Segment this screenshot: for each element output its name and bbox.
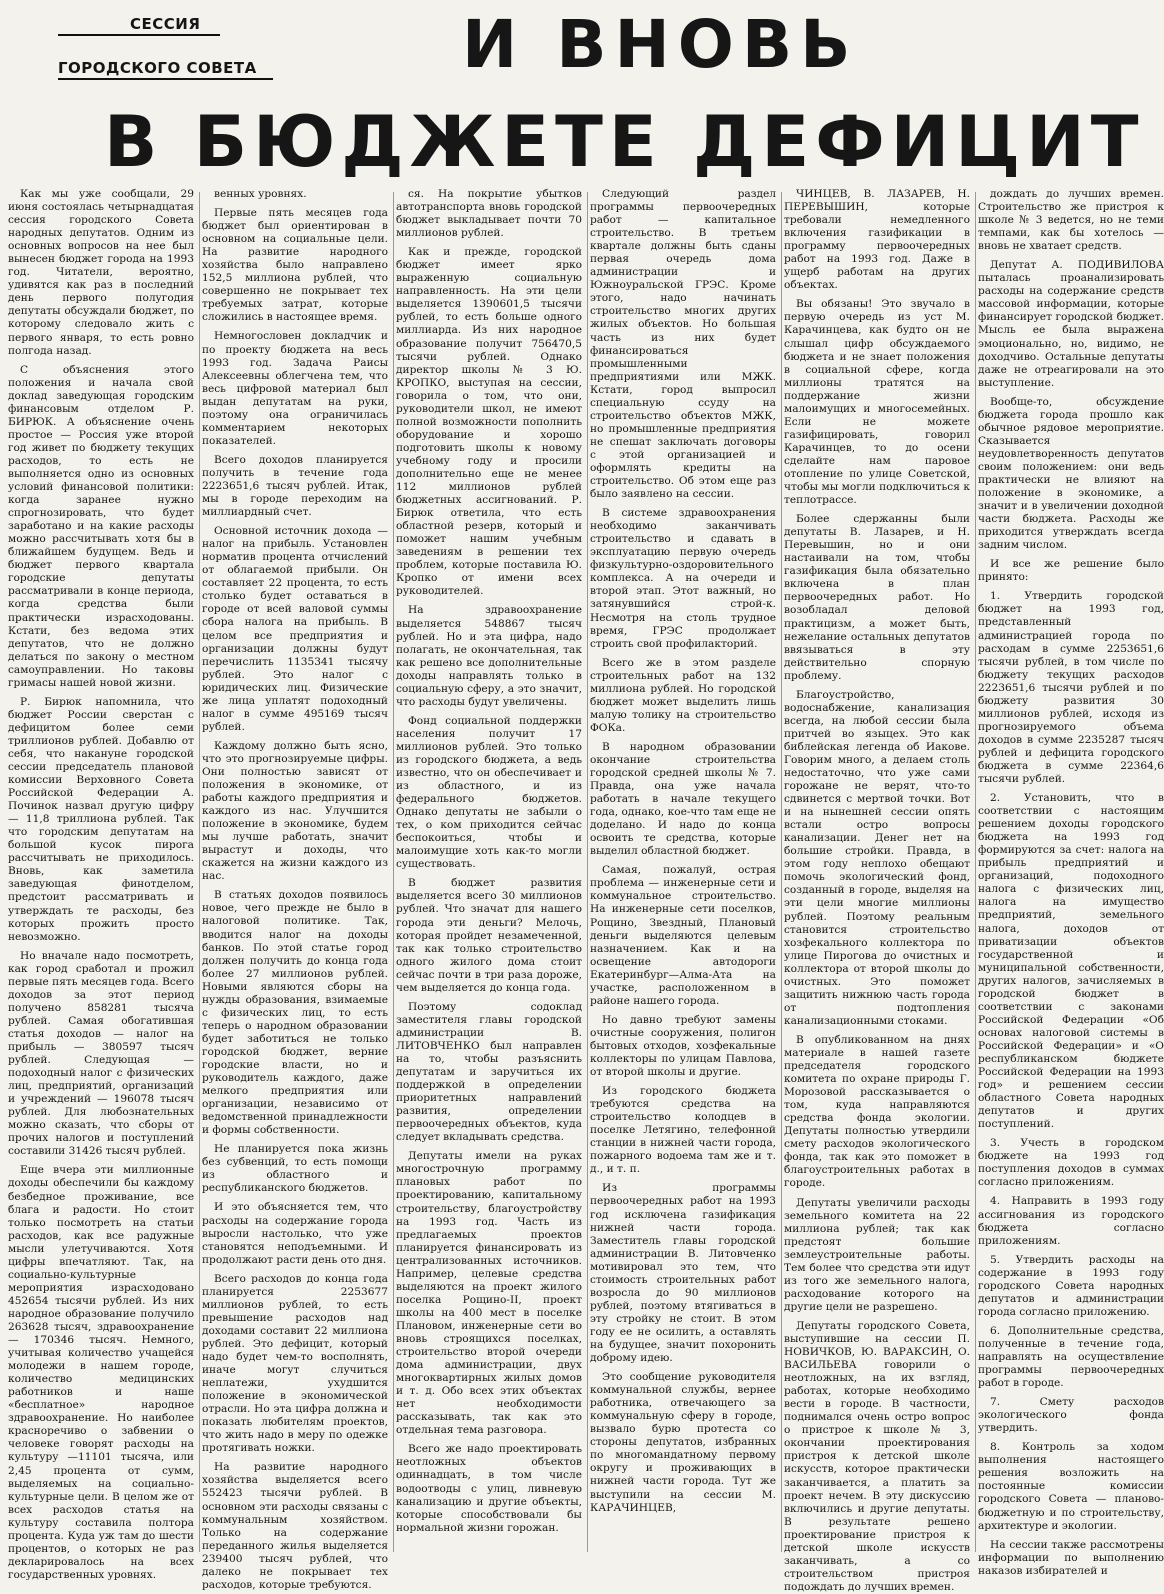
column-divider [199,192,200,1552]
column-divider [975,192,976,1552]
article-paragraph: Депутат А. ПОДИВИЛОВА пыталась проанализировать расходы на содержание средств массовой информации, которые финансирует городской бюджет. Мысль ее была выражена эмоционально, но, видимо, не доходчиво. Остальные депутаты даже не отреагировали на это выступление. [978,259,1164,389]
article-paragraph: Как мы уже сообщали, 29 июня состоялась четырнадцатая сессия городского Совета народных депутатов. Одним из основных вопросов на нее был вынесен бюджет города на 1993 год. Читатели, вероятно, удивятся как раз в последний день первого полугодия депутаты обсуждали бюджет, по которому следовало жить с первого января, то есть ровно полгода назад. [8,188,194,357]
article-paragraph: Первые пять месяцев года бюджет был ориентирован в основном на социальные цели. На развитие народного хозяйства было направлено 152,5 миллиона рублей, что совершенно не покрывает тех требуемых затрат, которые сложились в настоящее время. [202,207,388,324]
article-paragraph: дождать до лучших времен. Строительство же пристроя к школе № 3 ведется, но не теми темпами, как бы хотелось — вновь не хватает средств. [978,188,1164,253]
article-column-1 [8,188,194,1581]
article-paragraph: Всего же надо проектировать неотложных объектов одиннадцать, в том числе водоотводы с улиц, ливневую канализацию и другие объекты, которые способствовали бы нормальной жизни горожан. [396,1443,582,1534]
article-paragraph: В бюджет развития выделяется всего 30 миллионов рублей. Что значат для нашего города эти деньги? Мелочь, которая пройдет незамеченной, так как только строительство одного жилого дома стоит сейчас почти в три раза дороже, чем выделяется до конца года. [396,877,582,994]
article-paragraph: Депутаты городского Совета, выступившие на сессии П. НОВИЧКОВ, Ю. ВАРАКСИН, О. ВАСИЛЬЕВА говорили о неотложных, на их взгляд, работах, которые необходимо вести в городе. В частности, поднимался очень остро вопрос о пристрое к школе № 3, окончании проектирования пристроя к детской школе искусств, которое практически заканчивается, а платить за проект нечем. В эту дискуссию включились и другие депутаты. В результате решено проектирование пристроя к детской школе искусств заканчивать, а со строительством пристроя подождать до лучших времен. [784,1319,970,1593]
article-paragraph: 6. Дополнительные средства, полученные в течение года, направлять на осуществление программы первоочередных работ в городе. [978,1324,1164,1390]
article-paragraph: Еще вчера эти миллионные доходы обеспечили бы каждому безбедное проживание, все блага и радости. Но стоит только посмотреть на статьи расходов, как все радужные мысли улетучиваются. Хотя цифры впечатляют. Так, на социально-культурные мероприятия израсходовано 452654 тысячи рублей. Из них народное образование получило 263628 тысяч, здравоохранение — 170346 тысяч. Немного, учитывая количество учащейся молодежи в нашем городе, количество медицинских работников и наше «бесплатное» народное здравоохранение. Но наиболее красноречиво о забвении о человеке говорят расходы на культуру —11101 тысяча, или 2,45 процента от сумм, выделяемых на социально-культурные цели. В целом же от всех расходов статья на культуру составила полтора процента. Куда уж там до шести процентов, о которых не раз декларировалось на всех государственных уровнях. [8,1164,194,1581]
article-paragraph: Это сообщение руководителя коммунальной службы, вернее работника, отвечающего за коммунальную сферу в городе, вызвало бурю протеста со стороны депутатов, избранных по многомандатному первому округу и проживающих в нижней части города. Тут же выступили на сессии М. КАРАЧИНЦЕВ, [590,1371,776,1514]
article-paragraph: На развитие народного хозяйства выделяется всего 552423 тысячи рублей. В основном эти расходы связаны с коммунальным хозяйством. Только на содержание переданного жилья выделяется 239400 тысяч рублей, что далеко не покрывает тех расходов, которые требуются. [202,1461,388,1591]
column-divider [587,192,588,1552]
article-paragraph: Всего же в этом разделе строительных работ на 132 миллиона рублей. Но городской бюджет может выделить лишь малую толику на строительство ФОКа. [590,656,776,734]
article-column-2 [202,188,388,1591]
article-paragraph: ЧИНЦЕВ, В. ЛАЗАРЕВ, Н. ПЕРЕВЫШИН, которые требовали немедленного включения газификации в программу первоочередных работ на 1993 год. Даже в ущерб работам на других объектах. [784,188,970,292]
article-paragraph: 4. Направить в 1993 году ассигнования из городского бюджета согласно приложениям. [978,1195,1164,1247]
article-paragraph: 7. Смету расходов экологического фонда утвердить. [978,1396,1164,1435]
article-paragraph: 2. Установить, что в соответствии с настоящим решением доходы городского бюджета на 1993 год формируются за счет: налога на прибыль предприятий и организаций, подоходного налога с физических лиц, налога на имущество предприятий, земельного налога, доходов от приватизации объектов государственной и муниципальной собственности, других налогов, зачисляемых в городской бюджет в соответствии с законами Российской Федерации «Об основах налоговой системы в Российской Федерации» и «О республиканском бюджете Российской Федерации на 1993 год» и решением сессии областного Совета народных депутатов и других поступлений. [978,792,1164,1131]
article-column-6 [978,188,1164,1577]
article-paragraph: Самая, пожалуй, острая проблема — инженерные сети и коммунальное строительство. На инженерные сети поселков, Рощино, Звездный, Плановый деньги выделяются целевым назначением. Как и на освещение автодороги Екатеринбург—Алма-Ата на участке, расположенном в районе нашего города. [590,864,776,1007]
article-paragraph: Основной источник дохода — налог на прибыль. Установлен норматив процента отчислений от облагаемой прибыли. Он составляет 22 процента, то есть столько будет оставаться в городе от всей валовой суммы сбора налога на прибыль. В целом все предприятия и организации должны будут перечислить 1135341 тысячу рублей. Это налог с юридических лиц. Физические же лица уплатят подоходный налог в сумме 495169 тысяч рублей. [202,525,388,733]
article-paragraph: Депутаты имели на руках многострочную программу плановых работ по проектированию, капитальному строительству, благоустройству на 1993 год. Часть из предлагаемых проектов планируется финансировать из централизованных источников. Например, целевые средства выделяются на проект жилого поселка Рощино-II, проект школы на 400 мест в поселке Плановом, инженерные сети во вновь строящихся поселках, строительство второй очереди дома администрации, двух многоквартирных жилых домов и т. д. Обо всех этих объектах нет необходимости рассказывать, так как это отдельная тема разговора. [396,1150,582,1437]
headline-line-1: И ВНОВЬ [462,6,859,83]
rubric-session: СЕССИЯ [58,14,220,36]
article-paragraph: ся. На покрытие убытков автотранспорта вновь городской бюджет выкладывает почти 70 миллионов рублей. [396,188,582,240]
article-paragraph: В системе здравоохранения необходимо заканчивать строительство и сдавать в эксплуатацию первую очередь физкультурно-оздоровительного комплекса. А на очереди и второй этап. Этот важный, но затянувшийся строй-к. Несмотря на столь трудное время, ГРЭС продолжает строить свой профилакторий. [590,507,776,650]
article-paragraph: Депутаты увеличили расходы земельного комитета на 22 миллиона рублей; так как предстоят большие землеустроительные работы. Тем более что средства эти идут из того же земельного налога, расходование которого на другие цели не разрешено. [784,1196,970,1313]
article-paragraph: Каждому должно быть ясно, что это прогнозируемые цифры. Они полностью зависят от положения в экономике, от работы каждого предприятия и каждого из нас. Улучшится положение в экономике, будем мы лучше работать, значит вырастут и доходы, что скажется на жизни каждого из нас. [202,739,388,883]
article-paragraph: 8. Контроль за ходом выполнения настоящего решения возложить на постоянные комиссии городского Совета — планово-бюджетную и по строительству, архитектуре и экологии. [978,1441,1164,1532]
article-paragraph: Вы обязаны! Это звучало в первую очередь из уст М. Карачинцева, как будто он не слышал цифр обсуждаемого бюджета и не знает положения в социальной сфере, когда миллионы тратятся на поддержание жизни малоимущих и многосемейных. Если не можете газифицировать, говорил Карачинцев, то до осени сделайте нам паровое отопление по улице Советской, чтобы мы могли подключиться к теплотрассе. [784,298,970,507]
section-rubric [58,14,278,80]
headline-line-2: В БЮДЖЕТЕ ДЕФИЦИТ [104,101,1145,183]
article-paragraph: Фонд социальной поддержки населения получит 17 миллионов рублей. Это только из городского бюджета, а ведь известно, что он обеспечивает и из областного, и из федерального бюджетов. Однако депутаты не забыли о тех, о ком приходится сейчас беспокоиться, чтобы и малоимущие хоть как-то могли существовать. [396,714,582,871]
article-paragraph: Вообще-то, обсуждение бюджета города прошло как обычное рядовое мероприятие. Сказывается неудовлетворенность депутатов своим положением: они ведь практически не влияют на положение в экономике, а значит и в увеличении доходной части бюджета. Расходы же приходится утверждать всегда задним числом. [978,395,1164,552]
article-column-5 [784,188,970,1593]
article-paragraph: Немногословен докладчик и по проекту бюджета на весь 1993 год. Задача Раисы Алексеевны облегчена тем, что весь цифровой материал был выдан депутатам на руки, поэтому она ограничилась комментарием некоторых показателей. [202,330,388,447]
article-paragraph: Не планируется пока жизнь без субвенций, то есть помощи из областного и республиканского бюджетов. [202,1143,388,1195]
article-paragraph: 3. Учесть в городском бюджете на 1993 год поступления доходов в суммах согласно приложениям. [978,1137,1164,1189]
article-paragraph: Из городского бюджета требуются средства на строительство колодцев в поселке Летягино, телефонной станции в нижней части города, пожарного водоема там же и т. д., и т. п. [590,1085,776,1176]
article-column-3 [396,188,582,1556]
article-paragraph: Более сдержанны были депутаты В. Лазарев, и Н. Перевышин, но и они настаивали на том, чтобы газификация была обязательно включена в план первоочередных работ. Но возобладал деловой практицизм, а может быть, нежелание остальных депутатов ввязываться в эту действительно спорную проблему. [784,513,970,682]
article-paragraph: Благоустройство, водоснабжение, канализация всегда, на любой сессии была притчей во языцех. Это как библейская легенда об Иакове. Говорим много, а делаем столь недостаточно, что уже сами горожане не верят, что-то сдвинется с мертвой точки. Вот и на нынешней сессии опять встали остро вопросы канализации. Денег нет на большие стройки. Правда, в этом году неплохо обещают помочь экологический фонд, созданный в городе, выделяя на эти цели многие миллионы рублей. Поэтому реальным становится строительство хозфекального коллектора по улице Пирогова до очистных и коллектора от второй школы до очистных. Это поможет защитить нижнюю часть города от подтопления канализационными стоками. [784,688,970,1027]
article-paragraph: Как и прежде, городской бюджет имеет ярко выраженную социальную направленность. На эти цели выделяется 1390601,5 тысячи рублей, то есть больше одного миллиарда. Из них народное образование получит 756470,5 тысячи рублей. Однако директор школы № 3 Ю. КРОПКО, выступая на сессии, говорила о том, что они, руководители школ, не имеют полной возможности пополнить оборудование и хорошо подготовить школы к новому учебному году и просили дополнительно еще не менее 112 миллионов рублей бюджетных ассигнований. Р. Бирюк ответила, что есть областной резерв, который и поможет нашим учебным заведениям в решении тех проблем, которые поставила Ю. Кропко от имени всех руководителей. [396,246,582,598]
article-columns [6,188,1164,1593]
article-paragraph: Но давно требуют замены очистные сооружения, полигон бытовых отходов, хозфекальные коллекторы по улицам Павлова, от второй школы и другие. [590,1013,776,1079]
article-paragraph: И все же решение было принято: [978,558,1164,584]
article-paragraph: На здравоохранение выделяется 548867 тысяч рублей. Но и эта цифра, надо полагать, не окончательная, так как решено все дополнительные доходы направлять только в социальную сферу, а это значит, что расходы будут увеличены. [396,604,582,708]
article-paragraph: В опубликованном на днях материале в нашей газете председателя городского комитета по охране природы Г. Морозовой рассказывается о том, куда направляются средства фонда экологии. Депутаты полностью утвердили смету расходов экологического фонда, так как это поможет в благоустроительных работах в городе. [784,1033,970,1190]
article-paragraph: Следующий раздел программы первоочередных работ — капитальное строительство. В третьем квартале должны быть сданы первая очередь дома администрации и Южноуральской ГРЭС. Кроме этого, надо начинать строительство многих других жилых объектов. Но большая часть из них будет финансироваться промышленными предприятиями или МЖК. Кстати, город выпросил специальную ссуду на строительство объектов МЖК, но промышленные предприятия не спешат заключать договоры с этой организацией и оформлять кредиты на строительство. Об этом еще раз было заявлено на сессии. [590,188,776,501]
rubric-city-council: ГОРОДСКОГО СОВЕТА [58,58,273,80]
article-paragraph: 1. Утвердить городской бюджет на 1993 год, представленный администрацией города по расходам в сумме 2253651,6 тысячи рублей, в том числе по бюджету текущих расходов 2223651,6 тысячи рублей и по бюджету развития 30 миллионов рублей, исходя из прогнозируемого объема доходов в сумме 2235287 тысяч рублей и дефицита городского бюджета в сумме 22364,6 тысячи рублей. [978,590,1164,786]
article-paragraph: Всего расходов до конца года планируется 2253677 миллионов рублей, то есть превышение расходов над доходами составит 22 миллиона рублей. Это дефицит, который надо будет чем-то восполнять, иначе могут случиться неплатежи, ухудшится положение в экономической отрасли. Но эта цифра должна и показать любителям проектов, что жить надо в меру по одежке протягивать ножки. [202,1272,388,1455]
article-paragraph: В народном образовании окончание строительства городской средней школы № 7. Правда, она уже начала работать в начале текущего года, однако, кое-что там еще не доделано. И надо до конца освоить те средства, которые выделил областной бюджет. [590,740,776,858]
article-paragraph: Р. Бирюк напомнила, что бюджет России сверстан с дефицитом более семи триллионов рублей. Добавлю от себя, что накануне городской сессии председатель плановой комиссии Верховного Совета Российской Федерации А. Починок назвал другую цифру — 11,8 триллиона рублей. Так что городским депутатам на большой кусок пирога рассчитывать не приходилось. Вновь, как заметила заведующая финотделом, предстоит рассматривать и утверждать те расходы, без которых прожить просто невозможно. [8,695,194,943]
article-paragraph: Всего доходов планируется получить в течение года 2223651,6 тысяч рублей. Итак, мы в городе переходим на миллиардный счет. [202,453,388,519]
article-paragraph: венных уровнях. [214,188,307,200]
article-paragraph: И это объясняется тем, что расходы на содержание города выросли настолько, что уже становятся неподъемными. И продолжают расти день ото дня. [202,1201,388,1266]
article-paragraph: В статьях доходов появилось новое, чего прежде не было в налоговой политике. Так, вводится налог на доходы банков. По этой статье город должен получить до конца года более 27 миллионов рублей. Новыми являются сборы на нужды образования, взимаемые с физических лиц, то есть теперь о народном образовании будет заботиться не только городской бюджет, верние городские власти, но и руководитель каждого, даже мелкого предприятия или организации, независимо от ведомственной принадлежности и формы собственности. [202,889,388,1137]
column-divider [393,192,394,1552]
article-paragraph: Поэтому содоклад заместителя главы городской администрации В. ЛИТОВЧЕНКО был направлен на то, чтобы разъяснить депутатам и заручиться их поддержкой в определении приоритетных направлений развития, определении первоочередных объектов, куда следует вкладывать средства. [396,1000,582,1144]
article-column-4 [590,188,776,1556]
article-paragraph: С объяснения этого положения и начала свой доклад заведующая городским финансовым отделом Р. БИРЮК. А объяснение очень простое — Россия уже второй год живет по бюджету текущих расходов, то есть не выполняется одно из основных условий финансовой политики: когда заранее нужно спрогнозировать, что будет заработано и на какие расходы можно рассчитывать хотя бы в ближайшем будущем. Ведь и бюджет первого квартала городские депутаты рассматривали в конце периода, когда средства были практически израсходованы. Кстати, без ведома этих депутатов, что не должно делаться по закону о местном самоуправлении. Но таковы гримасы нашей новой жизни. [8,363,194,689]
column-divider [781,192,782,1552]
article-paragraph: 5. Утвердить расходы на содержание в 1993 году городского Совета народных депутатов и администрации города согласно приложению. [978,1253,1164,1318]
article-paragraph: Но вначале надо посмотреть, как город сработал и прожил первые пять месяцев года. Всего доходов за этот период получено 858281 тысяча рублей. Самая обогатившая статья доходов — налог на прибыль — 380597 тысяч рублей. Следующая — подоходный налог с физических лиц, предприятий, организаций и учреждений — 196078 тысяч рублей. Для любознательных можно сказать, что сборы от прочих налогов и поступлений составили 31426 тысяч рублей. [8,949,194,1158]
article-paragraph: Из программы первоочередных работ на 1993 год исключена газификация нижней части города. Заместитель главы городской администрации В. Литовченко мотивировал это тем, что стоимость строительных работ возросла до 90 миллионов рублей, поэтому втягиваться в эту стройку не стоит. В этом году ее не осилить, а оставлять на будущее, значит похоронить доброму идею. [590,1182,776,1365]
article-paragraph: На сессии также рассмотрены информации по выполнению наказов избирателей и [978,1538,1164,1577]
